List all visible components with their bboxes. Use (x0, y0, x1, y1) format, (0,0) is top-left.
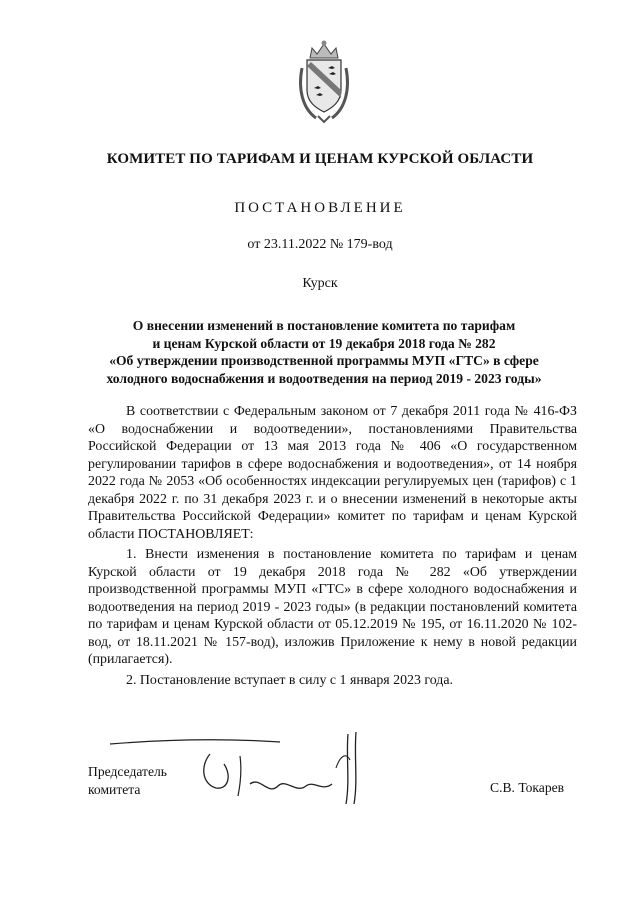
signatory-position (88, 763, 167, 799)
subject-line: и ценам Курской области от 19 декабря 2018 года № 282 (152, 335, 496, 351)
preamble-paragraph: В соответствии с Федеральным законом от 7 декабря 2011 года № 416-ФЗ «О водоснабжении и водоотведении», постановлениями Правительства Российской Федерации от 13 мая 2013 года № 406 «О государственном регулировании тарифов в сфере водоснабжения и водоотведения», от 14 ноября 2022 года № 2053 «Об особенностях индексации регулируемых цен (тарифов) с 1 декабря 2022 г. по 31 декабря 2023 г. и о внесении изменений в некоторые акты Правительства Российской Федерации» комитет по тарифам и ценам Курской области ПОСТАНОВЛЯЕТ: (88, 404, 577, 542)
organization-name: КОМИТЕТ ПО ТАРИФАМ И ЦЕНАМ КУРСКОЙ ОБЛАСТИ (106, 151, 534, 167)
subject-line: О внесении изменений в постановление комитета по тарифам (132, 318, 516, 333)
subject-line: холодного водоснабжения и водоотведения на период 2019 - 2023 годы» (106, 370, 542, 386)
item-2-paragraph: 2. Постановление вступает в силу с 1 января 2023 года. (126, 672, 453, 688)
coat-of-arms-emblem (296, 38, 352, 124)
document-subject (88, 317, 560, 387)
item-1-paragraph: 1. Внести изменения в постановление комитета по тарифам и ценам Курской области от 19 декабря 2018 года № 282 «Об утверждении производственной программы МУП «ГТС» в сфере холодного водоснабжения и водоотведения на период 2019 - 2023 годы» (в редакции постановлений комитета по тарифам и ценам Курской области от 05.12.2019 № 195, от 16.11.2020 № 102-вод, от 18.11.2021 № 157-вод), изложив Приложение к нему в новой редакции (прилагается). (88, 547, 577, 667)
signatory-name: С.В. Токарев (490, 780, 565, 795)
position-line: Председатель (88, 764, 167, 779)
subject-line: «Об утверждении производственной программы МУП «ГТС» в сфере (109, 353, 539, 368)
document-date-number: от 23.11.2022 № 179-вод (247, 237, 393, 252)
document-body (88, 403, 577, 689)
document-type: ПОСТАНОВЛЕНИЕ (234, 200, 406, 216)
document-city: Курск (302, 276, 338, 291)
position-line: комитета (88, 782, 141, 797)
